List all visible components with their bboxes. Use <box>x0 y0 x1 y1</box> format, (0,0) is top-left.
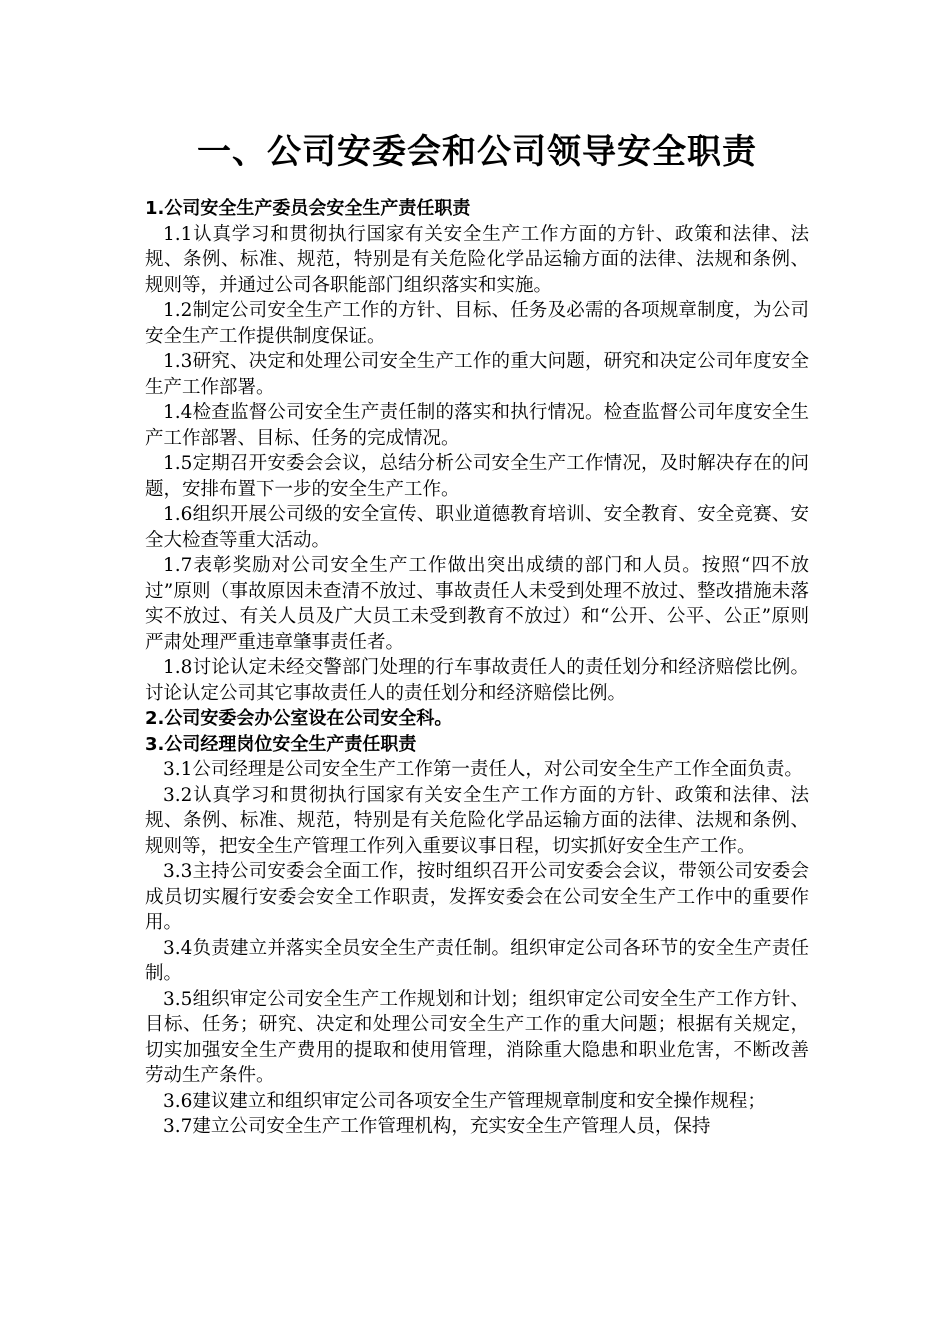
paragraph-1-3: 1.3研究、决定和处理公司安全生产工作的重大问题，研究和决定公司年度安全生产工作部署。 <box>145 351 809 398</box>
document-page <box>145 128 809 1140</box>
paragraph-3-5: 3.5组织审定公司安全生产工作规划和计划；组织审定公司安全生产工作方针、目标、任务；研究、决定和处理公司安全生产工作的重大问题；根据有关规定，切实加强安全生产费用的提取和使用管理，消除重大隐患和职业危害，不断改善劳动生产条件。 <box>145 988 809 1086</box>
section-heading-2: 2.公司安委会办公室设在公司安全科。 <box>145 708 453 729</box>
paragraph-3-2: 3.2认真学习和贯彻执行国家有关安全生产工作方面的方针、政策和法律、法规、条例、标准、规范，特别是有关危险化学品运输方面的法律、法规和条例、规则等，把安全生产管理工作列入重要议事日程，切实抓好安全生产工作。 <box>145 784 809 857</box>
paragraph-3-7: 3.7建立公司安全生产工作管理机构，充实安全生产管理人员，保持 <box>163 1116 711 1137</box>
paragraph-1-7: 1.7表彰奖励对公司安全生产工作做出突出成绩的部门和人员。按照“四不放过”原则（事故原因未查清不放过、事故责任人未受到处理不放过、整改措施未落实不放过、有关人员及广大员工未受到教育不放过）和“公开、公平、公正”原则严肃处理严重违章肇事责任者。 <box>145 555 809 653</box>
paragraph-3-1: 3.1公司经理是公司安全生产工作第一责任人，对公司安全生产工作全面负责。 <box>163 759 803 780</box>
paragraph-3-6: 3.6建议建立和组织审定公司各项安全生产管理规章制度和安全操作规程； <box>163 1090 766 1112</box>
paragraph-1-6: 1.6组织开展公司级的安全宣传、职业道德教育培训、安全教育、安全竞赛、安全大检查等重大活动。 <box>145 504 809 551</box>
paragraph-1-4: 1.4检查监督公司安全生产责任制的落实和执行情况。检查监督公司年度安全生产工作部署、目标、任务的完成情况。 <box>145 402 809 449</box>
paragraph-1-5: 1.5定期召开安委会会议，总结分析公司安全生产工作情况，及时解决存在的问题，安排布置下一步的安全生产工作。 <box>145 453 809 500</box>
paragraph-3-4: 3.4负责建立并落实全员安全生产责任制。组织审定公司各环节的安全生产责任制。 <box>145 937 809 984</box>
document-title: 一、公司安委会和公司领导安全职责 <box>197 132 757 172</box>
paragraph-1-1: 1.1认真学习和贯彻执行国家有关安全生产工作方面的方针、政策和法律、法规、条例、标准、规范，特别是有关危险化学品运输方面的法律、法规和条例、规则等，并通过公司各职能部门组织落实和实施。 <box>145 223 809 296</box>
paragraph-1-8: 1.8讨论认定未经交警部门处理的行车事故责任人的责任划分和经济赔偿比例。讨论认定公司其它事故责任人的责任划分和经济赔偿比例。 <box>145 657 809 704</box>
section-heading-1: 1.公司安全生产委员会安全生产责任职责 <box>145 198 471 219</box>
paragraph-1-2: 1.2制定公司安全生产工作的方针、目标、任务及必需的各项规章制度，为公司安全生产工作提供制度保证。 <box>145 300 809 347</box>
paragraph-3-3: 3.3主持公司安委会全面工作，按时组织召开公司安委会会议，带领公司安委会成员切实履行安委会安全工作职责，发挥安委会在公司安全生产工作中的重要作用。 <box>145 861 809 933</box>
section-heading-3: 3.公司经理岗位安全生产责任职责 <box>145 733 417 755</box>
